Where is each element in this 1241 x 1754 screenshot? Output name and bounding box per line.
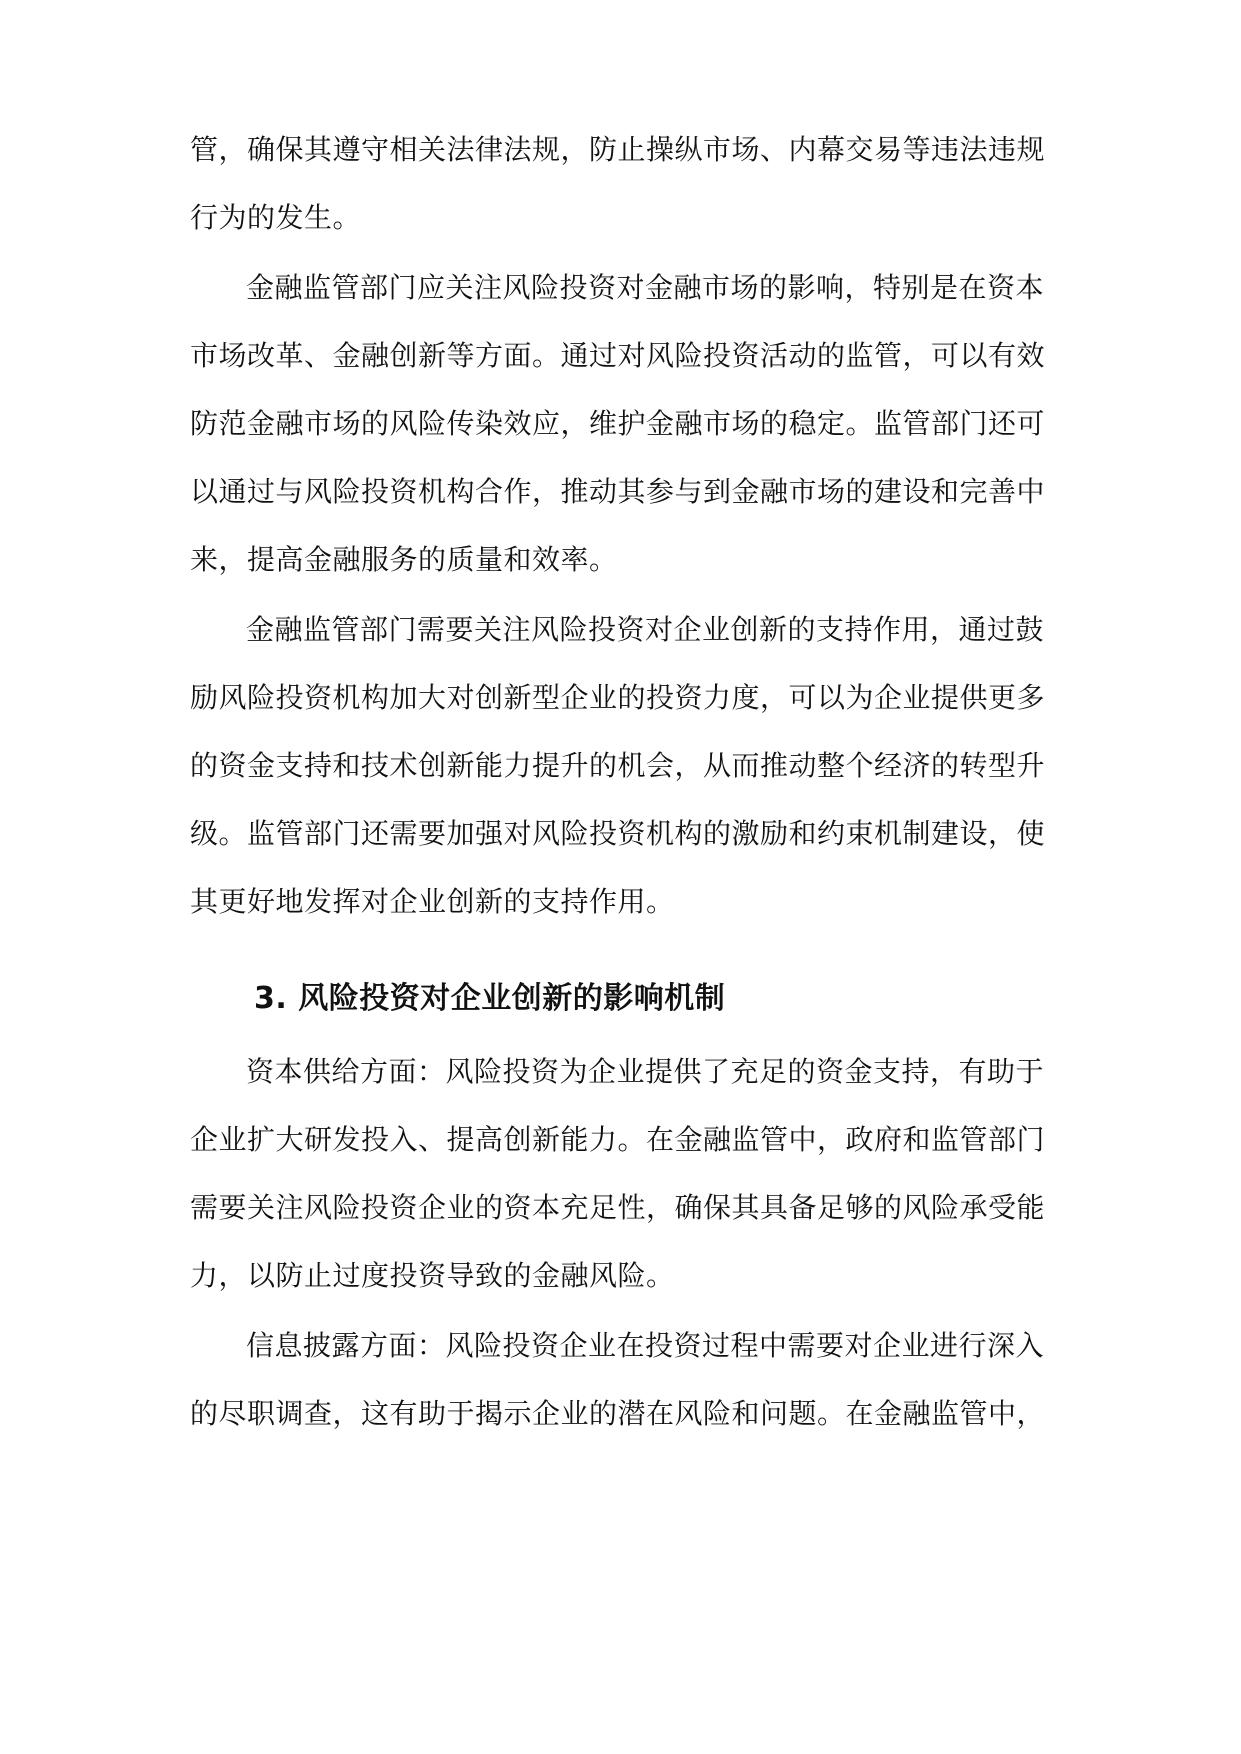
paragraph-2-line-3: 防范金融市场的风险传染效应，维护金融市场的稳定。监管部门还可	[190, 407, 1046, 440]
paragraph-3-line-4: 级。监管部门还需要加强对风险投资机构的激励和约束机制建设，使	[190, 817, 1046, 850]
section-heading: 3. 风险投资对企业创新的影响机制	[254, 981, 726, 1016]
paragraph-2-line-1: 金融监管部门应关注风险投资对金融市场的影响，特别是在资本	[246, 271, 1045, 304]
paragraph-4-line-2: 企业扩大研发投入、提高创新能力。在金融监管中，政府和监管部门	[190, 1123, 1046, 1156]
paragraph-4-line-3: 需要关注风险投资企业的资本充足性，确保其具备足够的风险承受能	[190, 1191, 1046, 1224]
paragraph-1-line-1: 管，确保其遵守相关法律法规，防止操纵市场、内幕交易等违法违规	[190, 133, 1046, 166]
paragraph-5-line-2: 的尽职调查，这有助于揭示企业的潜在风险和问题。在金融监管中，	[190, 1397, 1046, 1430]
paragraph-3-line-2: 励风险投资机构加大对创新型企业的投资力度，可以为企业提供更多	[190, 681, 1046, 714]
paragraph-3-line-1: 金融监管部门需要关注风险投资对企业创新的支持作用，通过鼓	[246, 613, 1045, 646]
paragraph-2-line-2: 市场改革、金融创新等方面。通过对风险投资活动的监管，可以有效	[190, 339, 1046, 372]
paragraph-4-line-4: 力，以防止过度投资导致的金融风险。	[190, 1259, 675, 1292]
paragraph-3-line-5: 其更好地发挥对企业创新的支持作用。	[190, 885, 675, 918]
paragraph-1-line-2: 行为的发生。	[190, 201, 362, 234]
paragraph-2-line-5: 来，提高金融服务的质量和效率。	[190, 543, 618, 576]
paragraph-2-line-4: 以通过与风险投资机构合作，推动其参与到金融市场的建设和完善中	[190, 475, 1046, 508]
paragraph-5-line-1: 信息披露方面：风险投资企业在投资过程中需要对企业进行深入	[246, 1329, 1045, 1362]
paragraph-3-line-3: 的资金支持和技术创新能力提升的机会，从而推动整个经济的转型升	[190, 749, 1046, 782]
paragraph-4-line-1: 资本供给方面：风险投资为企业提供了充足的资金支持，有助于	[246, 1055, 1045, 1088]
